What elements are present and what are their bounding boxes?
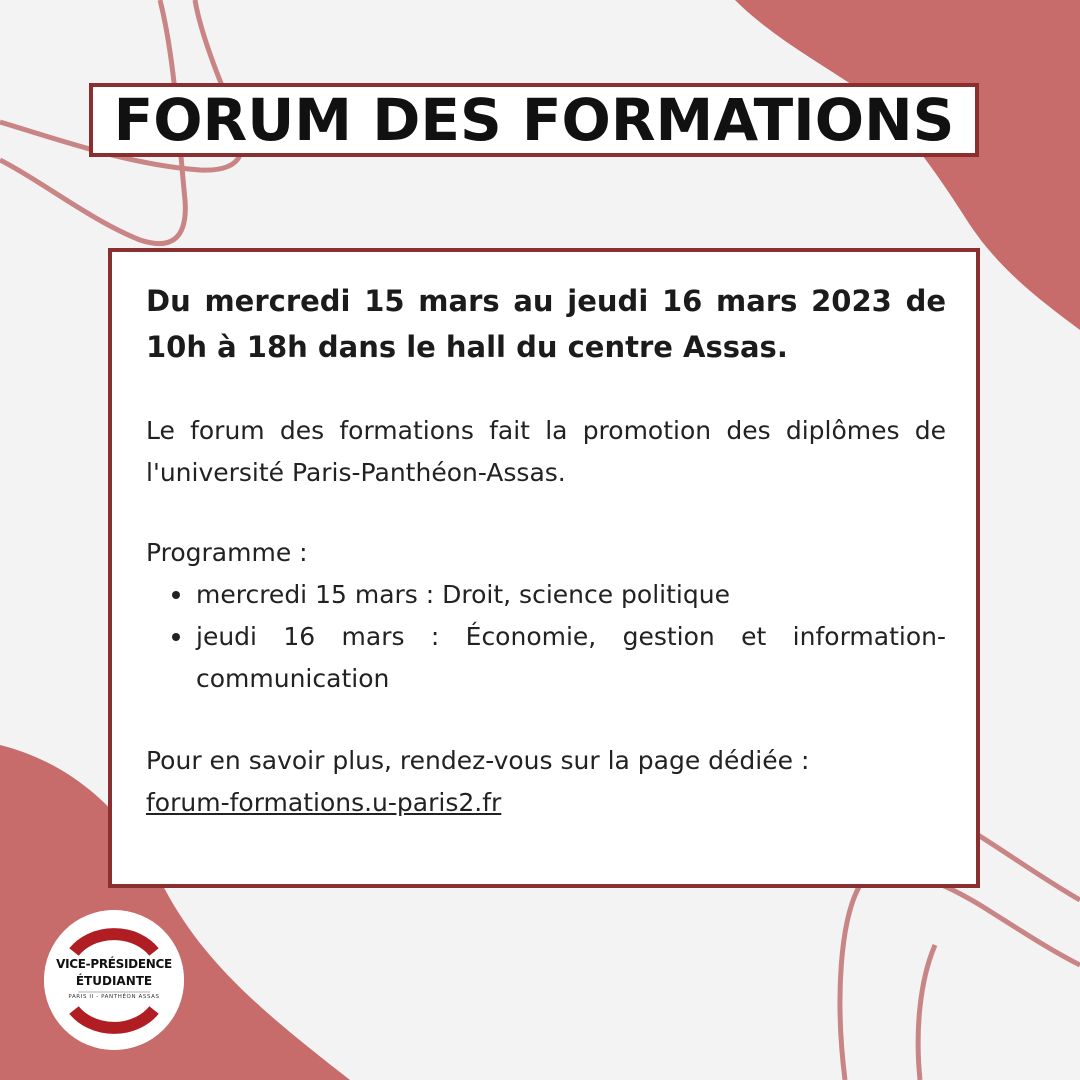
programme-list [146, 574, 946, 700]
programme-label: Programme : [146, 538, 308, 567]
logo-line-3: PARIS II - PANTHÉON ASSAS [68, 994, 160, 1000]
vice-presidence-logo [44, 910, 184, 1050]
forum-link[interactable]: forum-formations.u-paris2.fr [146, 788, 502, 817]
more-info-text: Pour en savoir plus, rendez-vous sur la page dédiée : [146, 746, 810, 775]
title-banner [89, 83, 979, 157]
info-card [108, 248, 980, 888]
event-dates-headline: Du mercredi 15 mars au jeudi 16 mars 2023 de 10h à 18h dans le hall du centre Assas. [146, 284, 946, 364]
page-title: FORUM DES FORMATIONS [113, 86, 955, 154]
programme-item: jeudi 16 mars : Économie, gestion et information-communication [196, 616, 946, 700]
more-info-paragraph [146, 740, 946, 824]
logo-line-2: ÉTUDIANTE [75, 974, 153, 988]
intro-paragraph: Le forum des formations fait la promotion des diplômes de l'université Paris-Panthéon-Assas. [146, 416, 946, 487]
programme-item: mercredi 15 mars : Droit, science politique [196, 574, 946, 616]
logo-line-1: VICE-PRÉSIDENCE [56, 957, 172, 971]
